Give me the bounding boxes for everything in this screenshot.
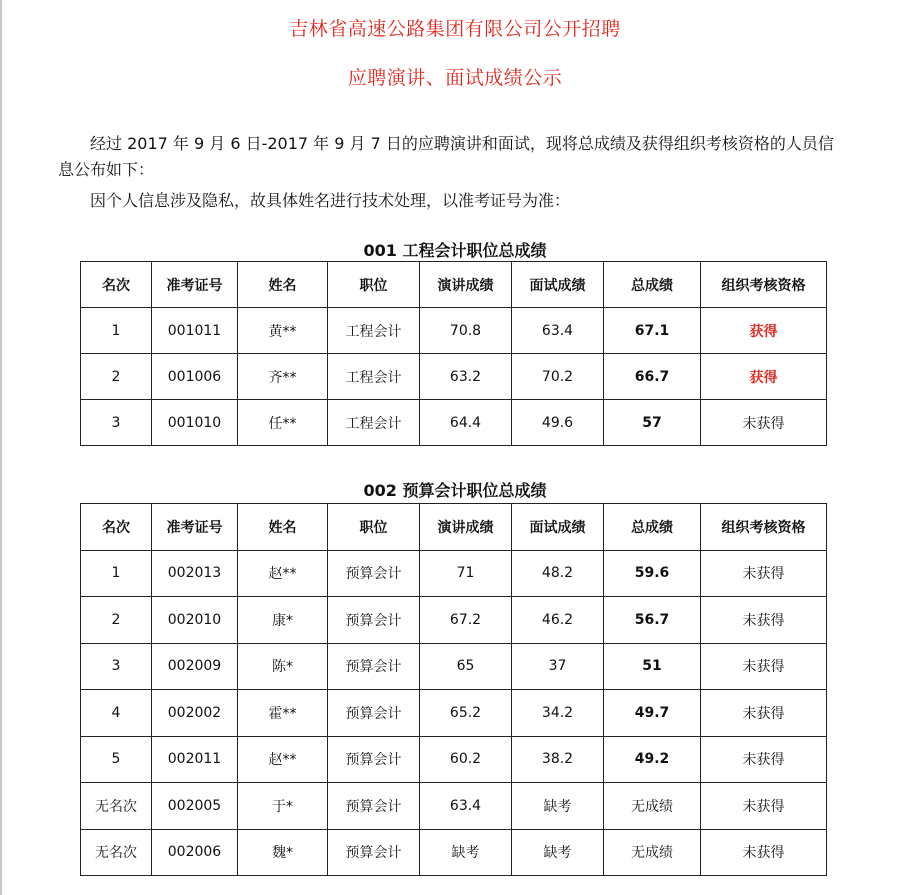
cell-total-score: 67.1: [604, 308, 701, 354]
cell-rank: 2: [81, 354, 152, 400]
table-header-row: [81, 262, 827, 308]
cell-speech-score: 60.2: [420, 736, 512, 783]
col-header-speech: 演讲成绩: [420, 504, 512, 551]
cell-total-score: 无成绩: [604, 783, 701, 830]
table-row: [81, 354, 827, 400]
cell-qualification: 未获得: [701, 829, 827, 876]
cell-speech-score: 67.2: [420, 597, 512, 644]
cell-interview-score: 70.2: [512, 354, 604, 400]
col-header-position: 职位: [328, 262, 420, 308]
cell-interview-score: 37: [512, 643, 604, 690]
col-header-qualification: 组织考核资格: [701, 504, 827, 551]
table-header-row: [81, 504, 827, 551]
cell-qualification: 获得: [701, 308, 827, 354]
col-header-speech: 演讲成绩: [420, 262, 512, 308]
cell-total-score: 49.2: [604, 736, 701, 783]
cell-name: 魏*: [238, 829, 328, 876]
cell-speech-score: 63.2: [420, 354, 512, 400]
cell-position: 工程会计: [328, 308, 420, 354]
cell-qualification: 未获得: [701, 597, 827, 644]
table-row: [81, 643, 827, 690]
cell-exam-id: 002002: [152, 690, 238, 737]
privacy-note: 因个人信息涉及隐私，故具体姓名进行技术处理，以准考证号为准：: [90, 191, 571, 210]
cell-rank: 4: [81, 690, 152, 737]
cell-qualification: 未获得: [701, 643, 827, 690]
col-header-id: 准考证号: [152, 504, 238, 551]
cell-speech-score: 70.8: [420, 308, 512, 354]
cell-name: 陈*: [238, 643, 328, 690]
cell-rank: 1: [81, 550, 152, 597]
cell-name: 康*: [238, 597, 328, 644]
col-header-rank: 名次: [81, 504, 152, 551]
table-row: [81, 736, 827, 783]
cell-exam-id: 002013: [152, 550, 238, 597]
col-header-name: 姓名: [238, 504, 328, 551]
cell-total-score: 59.6: [604, 550, 701, 597]
cell-interview-score: 38.2: [512, 736, 604, 783]
cell-exam-id: 001011: [152, 308, 238, 354]
results-table-budget: [80, 503, 827, 876]
document-title: 吉林省高速公路集团有限公司公开招聘: [289, 18, 621, 40]
cell-qualification: 未获得: [701, 783, 827, 830]
col-header-total: 总成绩: [604, 262, 701, 308]
cell-interview-score: 缺考: [512, 783, 604, 830]
cell-total-score: 66.7: [604, 354, 701, 400]
cell-interview-score: 63.4: [512, 308, 604, 354]
cell-position: 工程会计: [328, 400, 420, 446]
cell-qualification: 未获得: [701, 690, 827, 737]
cell-exam-id: 001006: [152, 354, 238, 400]
cell-speech-score: 65.2: [420, 690, 512, 737]
col-header-position: 职位: [328, 504, 420, 551]
col-header-id: 准考证号: [152, 262, 238, 308]
document-subtitle: 应聘演讲、面试成绩公示: [347, 67, 563, 89]
cell-exam-id: 002006: [152, 829, 238, 876]
col-header-total: 总成绩: [604, 504, 701, 551]
table-row: [81, 783, 827, 830]
table-row: [81, 597, 827, 644]
col-header-qualification: 组织考核资格: [701, 262, 827, 308]
cell-total-score: 51: [604, 643, 701, 690]
col-header-name: 姓名: [238, 262, 328, 308]
cell-qualification: 获得: [701, 354, 827, 400]
table-title-budget: 002 预算会计职位总成绩: [363, 481, 547, 500]
cell-rank: 3: [81, 643, 152, 690]
cell-position: 预算会计: [328, 597, 420, 644]
cell-name: 于*: [238, 783, 328, 830]
cell-total-score: 56.7: [604, 597, 701, 644]
cell-speech-score: 64.4: [420, 400, 512, 446]
cell-position: 预算会计: [328, 643, 420, 690]
cell-speech-score: 71: [420, 550, 512, 597]
col-header-rank: 名次: [81, 262, 152, 308]
cell-position: 预算会计: [328, 736, 420, 783]
cell-interview-score: 缺考: [512, 829, 604, 876]
table-row: [81, 690, 827, 737]
cell-total-score: 57: [604, 400, 701, 446]
cell-position: 预算会计: [328, 829, 420, 876]
cell-total-score: 无成绩: [604, 829, 701, 876]
col-header-interview: 面试成绩: [512, 262, 604, 308]
cell-name: 任**: [238, 400, 328, 446]
cell-rank: 1: [81, 308, 152, 354]
cell-interview-score: 46.2: [512, 597, 604, 644]
cell-position: 工程会计: [328, 354, 420, 400]
cell-qualification: 未获得: [701, 400, 827, 446]
results-table-engineering: [80, 261, 827, 446]
cell-interview-score: 49.6: [512, 400, 604, 446]
cell-speech-score: 65: [420, 643, 512, 690]
cell-position: 预算会计: [328, 690, 420, 737]
cell-rank: 无名次: [81, 829, 152, 876]
table-row: [81, 400, 827, 446]
cell-interview-score: 34.2: [512, 690, 604, 737]
cell-position: 预算会计: [328, 550, 420, 597]
cell-name: 齐**: [238, 354, 328, 400]
cell-speech-score: 63.4: [420, 783, 512, 830]
cell-exam-id: 002011: [152, 736, 238, 783]
cell-rank: 5: [81, 736, 152, 783]
cell-qualification: 未获得: [701, 736, 827, 783]
cell-exam-id: 001010: [152, 400, 238, 446]
cell-rank: 无名次: [81, 783, 152, 830]
cell-exam-id: 002005: [152, 783, 238, 830]
table-row: [81, 308, 827, 354]
table-title-engineering: 001 工程会计职位总成绩: [363, 241, 547, 260]
table-row: [81, 550, 827, 597]
cell-rank: 3: [81, 400, 152, 446]
cell-name: 赵**: [238, 736, 328, 783]
cell-name: 霍**: [238, 690, 328, 737]
cell-qualification: 未获得: [701, 550, 827, 597]
cell-interview-score: 48.2: [512, 550, 604, 597]
cell-rank: 2: [81, 597, 152, 644]
intro-paragraph: 经过 2017 年 9 月 6 日-2017 年 9 月 7 日的应聘演讲和面试，现将总成绩及获得组织考核资格的人员信息公布如下：: [58, 134, 834, 179]
page-left-border: [0, 0, 2, 895]
cell-speech-score: 缺考: [420, 829, 512, 876]
cell-name: 黄**: [238, 308, 328, 354]
cell-total-score: 49.7: [604, 690, 701, 737]
cell-name: 赵**: [238, 550, 328, 597]
cell-exam-id: 002009: [152, 643, 238, 690]
cell-position: 预算会计: [328, 783, 420, 830]
col-header-interview: 面试成绩: [512, 504, 604, 551]
cell-exam-id: 002010: [152, 597, 238, 644]
table-row: [81, 829, 827, 876]
